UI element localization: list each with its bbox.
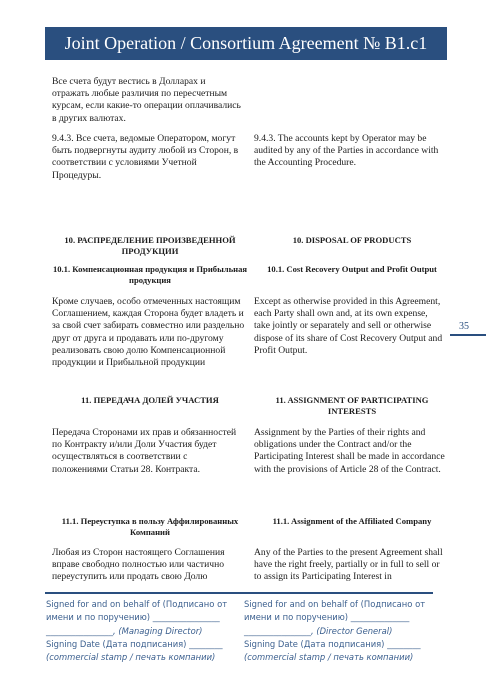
clause-11-1-heading-ru: 11.1. Переуступка в пользу Аффилированных Компаний [61,516,239,537]
clause-9-4-3-ru: 9.4.3. Все счета, ведомые Оператором, могут быть подвергнуты аудиту любой из Сторон, в соответствии с условиями Учетной Процедуры. [52,133,239,181]
section-11-text-ru: Передача Сторонами их прав и обязанностей по Контракту и/или Доли Участия будет осуществляться в соответствии с положениями Статьи 28. Контракта. [52,427,237,475]
clause-10-1-text-en: Except as otherwise provided in this Agreement, each Party shall own and, at its own expense, take jointly or separately and sell or otherwise dispose of its share of Cost Recovery Output and Profit Output. [254,296,443,356]
signing-date-line: Signing Date (Дата подписания) ________ [46,638,223,649]
section-11-heading-ru: 11. ПЕРЕДАЧА ДОЛЕЙ УЧАСТИЯ [81,395,219,405]
section-11-heading-en: 11. ASSIGNMENT OF PARTICIPATING INTERESTS [275,395,429,416]
section-11-text-en: Assignment by the Parties of their rights and obligations under the Contract and/or the Participating Interest shall be made in accordance with the provisions of Article 28 of the Contract. [254,427,445,475]
section-10-heading-ru: 10. РАСПРЕДЕЛЕНИЕ ПРОИЗВЕДЕННОЙ ПРОДУКЦИИ [64,235,236,256]
document-title: Joint Operation / Consortium Agreement № B1.c1 [64,33,428,53]
signatory-title-line: ________________, (Managing Director) [46,625,203,636]
signature-block-right [244,598,434,664]
behalf-line: имени и по поручению) ______________ [244,612,410,623]
stamp-line: (commercial stamp / печать компании) [244,652,414,663]
signed-for-line: Signed for and on behalf of (Подписано от [244,599,426,609]
clause-10-1-text-ru: Кроме случаев, особо отмеченных настоящим Соглашением, каждая Сторона будет владеть и за свой счет забирать совместно или раздельно друг от друга и продавать или по-другому реализовать свою долю Компенсационной продукции и Прибыльной продукции [52,296,245,369]
signing-date-line: Signing Date (Дата подписания) ________ [244,638,421,649]
signed-for-line: Signed for and on behalf of (Подписано от [46,599,228,609]
signature-block-left [46,598,236,664]
clause-11-1-heading-en: 11.1. Assignment of the Affiliated Company [272,516,432,526]
clause-10-1-heading-ru: 10.1. Компенсационная продукция и Прибыльная продукция [52,264,248,285]
page-number-rule [450,334,486,336]
clause-11-1-text-en: Any of the Parties to the present Agreement shall have the right freely, partially or in full to sell or to assign its Participating Interest in [254,547,443,583]
stamp-line: (commercial stamp / печать компании) [46,652,216,663]
page-number: 35 [459,321,469,332]
signatory-title-line: ________________, (Director General) [244,625,393,636]
clause-11-1-text-ru: Любая из Сторон настоящего Соглашения вправе свободно полностью или частично переуступить или продать свою Долю [52,547,225,583]
document-header [45,27,447,60]
clause-10-1-heading-en: 10.1. Cost Recovery Output and Profit Output [267,264,437,274]
footer-divider [45,592,433,594]
behalf-line: имени и по поручению) ________________ [46,612,220,623]
section-10-heading-en: 10. DISPOSAL OF PRODUCTS [292,235,412,245]
clause-9-4-3-en: 9.4.3. The accounts kept by Operator may be audited by any of the Parties in accordance with the Accounting Procedure. [254,133,439,169]
accounts-paragraph-ru: Все счета будут вестись в Долларах и отражать любые различия по пересчетным курсам, если какие-то операции оплачивались в других валютах. [52,76,241,124]
